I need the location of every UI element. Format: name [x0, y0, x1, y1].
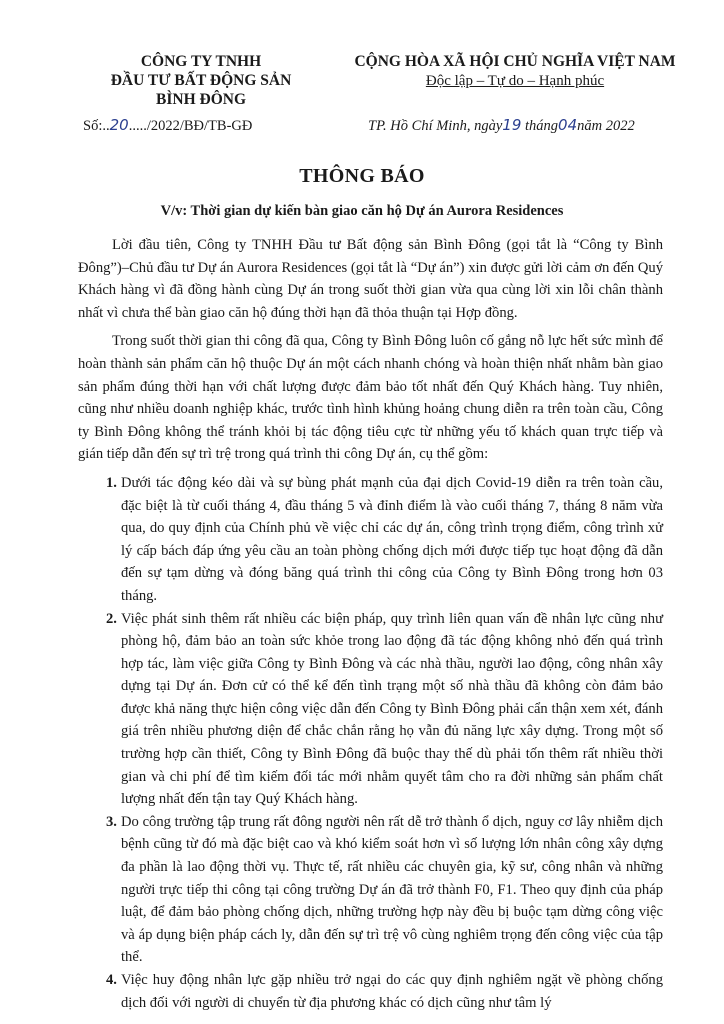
- list-item-text: Việc huy động nhân lực gặp nhiều trở ngại do các quy định nghiêm ngặt về phòng chống dịch đối với người di chuyển từ địa phương khác có dịch cũng như tâm lý: [121, 972, 663, 1011]
- list-item-text: Dưới tác động kéo dài và sự bùng phát mạnh của đại dịch Covid-19 diễn ra trên toàn cầu, đặc biệt là từ cuối tháng 4, đầu tháng 5 và đỉnh điểm là vào cuối tháng 7, tháng 8 năm vừa qua, do quy định của Chính phủ về việc chỉ các dự án, công trình trọng điểm, công trình xử lý cấp bách đáp ứng yêu cầu an toàn phòng chống dịch mới được tiếp tục hoạt động đã dẫn đến sự tạm dừng và đóng băng quá trình thi công của Công ty Bình Đông trong hơn 03 tháng.: [121, 474, 663, 604]
- company-header: [82, 52, 320, 109]
- list-item-text: Việc phát sinh thêm rất nhiều các biện pháp, quy trình liên quan vấn đề nhân lực cũng như phòng hộ, đảm bảo an toàn sức khỏe trong lao động đã tác động không nhỏ đến quá trình hợp tác, làm việc giữa Công ty Bình Đông và các nhà thầu, người lao động, công nhân xây dựng tại Dự án. Đơn cử có thể kể đến tình trạng một số nhà thầu đã không còn đảm bảo được khả năng thực hiện công việc dẫn đến Công ty Bình Đông phải cẩn thận xem xét, đánh giá trên nhiều phương diện để chắc chắn rằng họ vẫn đủ năng lực xây dựng. Trong một số trường hợp cần thiết, Công ty Bình Đông đã buộc thay thế dù phải tốn thêm rất nhiều thời gian và chi phí để tìm kiếm đối tác mới nhằm quyết tâm cho ra đời những sản phẩm chất lượng nhất đến tận tay Quý Khách hàng.: [121, 610, 663, 808]
- company-name-line-3: BÌNH ĐÔNG: [156, 91, 246, 108]
- list-item-number: 2.: [106, 610, 117, 627]
- list-item: [78, 969, 663, 1014]
- paragraph-2: Trong suốt thời gian thi công đã qua, Công ty Bình Đông luôn cố gắng nỗ lực hết sức mình để hoàn thành sản phẩm căn hộ thuộc Dự án một cách nhanh chóng và hoàn thiện nhất nhằm bàn giao sản phẩm đúng thời hạn với chất lượng được đảm bảo tốt nhất đến Quý Khách hàng. Tuy nhiên, cũng như nhiều doanh nghiệp khác, trước tình hình khủng hoảng chung diễn ra trên toàn cầu, Công ty Bình Đông không thể tránh khỏi bị tác động tiêu cực từ những yếu tố khách quan trực tiếp và gián tiếp dẫn đến sự trì trệ trong quá trình thi công Dự án, cụ thể gồm:: [78, 333, 663, 463]
- list-item-number: 1.: [106, 474, 117, 491]
- date-suffix: năm 2022: [577, 118, 635, 134]
- document-subject: V/v: Thời gian dự kiến bàn giao căn hộ Dự án Aurora Residences: [160, 203, 564, 219]
- document-number: [83, 116, 252, 135]
- document-date: [368, 116, 635, 135]
- list-item-text: Do công trường tập trung rất đông người nên rất dễ trở thành ổ dịch, nguy cơ lây nhiễm dịch bệnh cũng từ đó mà đặc biệt cao và khó kiểm soát hơn vì số lượng lớn nhân công xây dựng đa phần là lao động thời vụ. Thực tế, rất nhiều các chuyên gia, kỹ sư, công nhân và những người trực tiếp thi công tại công trường Dự án đã trở thành F0, F1. Theo quy định của pháp luật, để đảm bảo phòng chống dịch, những trường hợp này đều bị buộc tạm dừng công việc và áp dụng biện pháp cách ly, dẫn đến sự trì trệ vô cùng nghiêm trọng đến công việc của tập thể.: [121, 813, 663, 966]
- nation-title: CỘNG HÒA XÃ HỘI CHỦ NGHĨA VIỆT NAM: [354, 53, 676, 70]
- list-item: [78, 811, 663, 969]
- nation-header: [330, 52, 700, 91]
- list-item-number: 3.: [106, 813, 117, 830]
- list-item: [78, 608, 663, 811]
- document-title: THÔNG BÁO: [299, 165, 425, 187]
- list-item-number: 4.: [106, 972, 117, 988]
- date-mid: tháng: [525, 118, 559, 134]
- document-body: [78, 234, 663, 1014]
- doc-no-suffix: ...../2022/BĐ/TB-GĐ: [128, 118, 253, 134]
- date-day-handwritten: 19: [502, 116, 522, 134]
- company-name-line-2: ĐẦU TƯ BẤT ĐỘNG SẢN: [110, 72, 292, 89]
- doc-no-prefix: Số:..: [83, 118, 110, 134]
- company-name-line-1: CÔNG TY TNHH: [140, 53, 262, 70]
- date-prefix: TP. Hồ Chí Minh, ngày: [368, 118, 503, 134]
- paragraph-1: Lời đầu tiên, Công ty TNHH Đầu tư Bất động sản Bình Đông (gọi tắt là “Công ty Bình Đông”)–Chủ đầu tư Dự án Aurora Residences (gọi tắt là “Dự án”) xin được gửi lời cảm ơn đến Quý Khách hàng vì đã đồng hành cùng Dự án trong suốt thời gian vừa qua cùng lời xin lỗi chân thành nhất vì chưa thể bàn giao căn hộ đúng thời hạn đã thỏa thuận tại Hợp đồng.: [78, 237, 663, 321]
- list-item: [78, 472, 663, 608]
- date-month-handwritten: 04: [558, 116, 578, 134]
- reason-list: [78, 472, 663, 1014]
- doc-no-handwritten: 20: [109, 116, 129, 134]
- nation-motto: Độc lập – Tự do – Hạnh phúc: [425, 73, 605, 89]
